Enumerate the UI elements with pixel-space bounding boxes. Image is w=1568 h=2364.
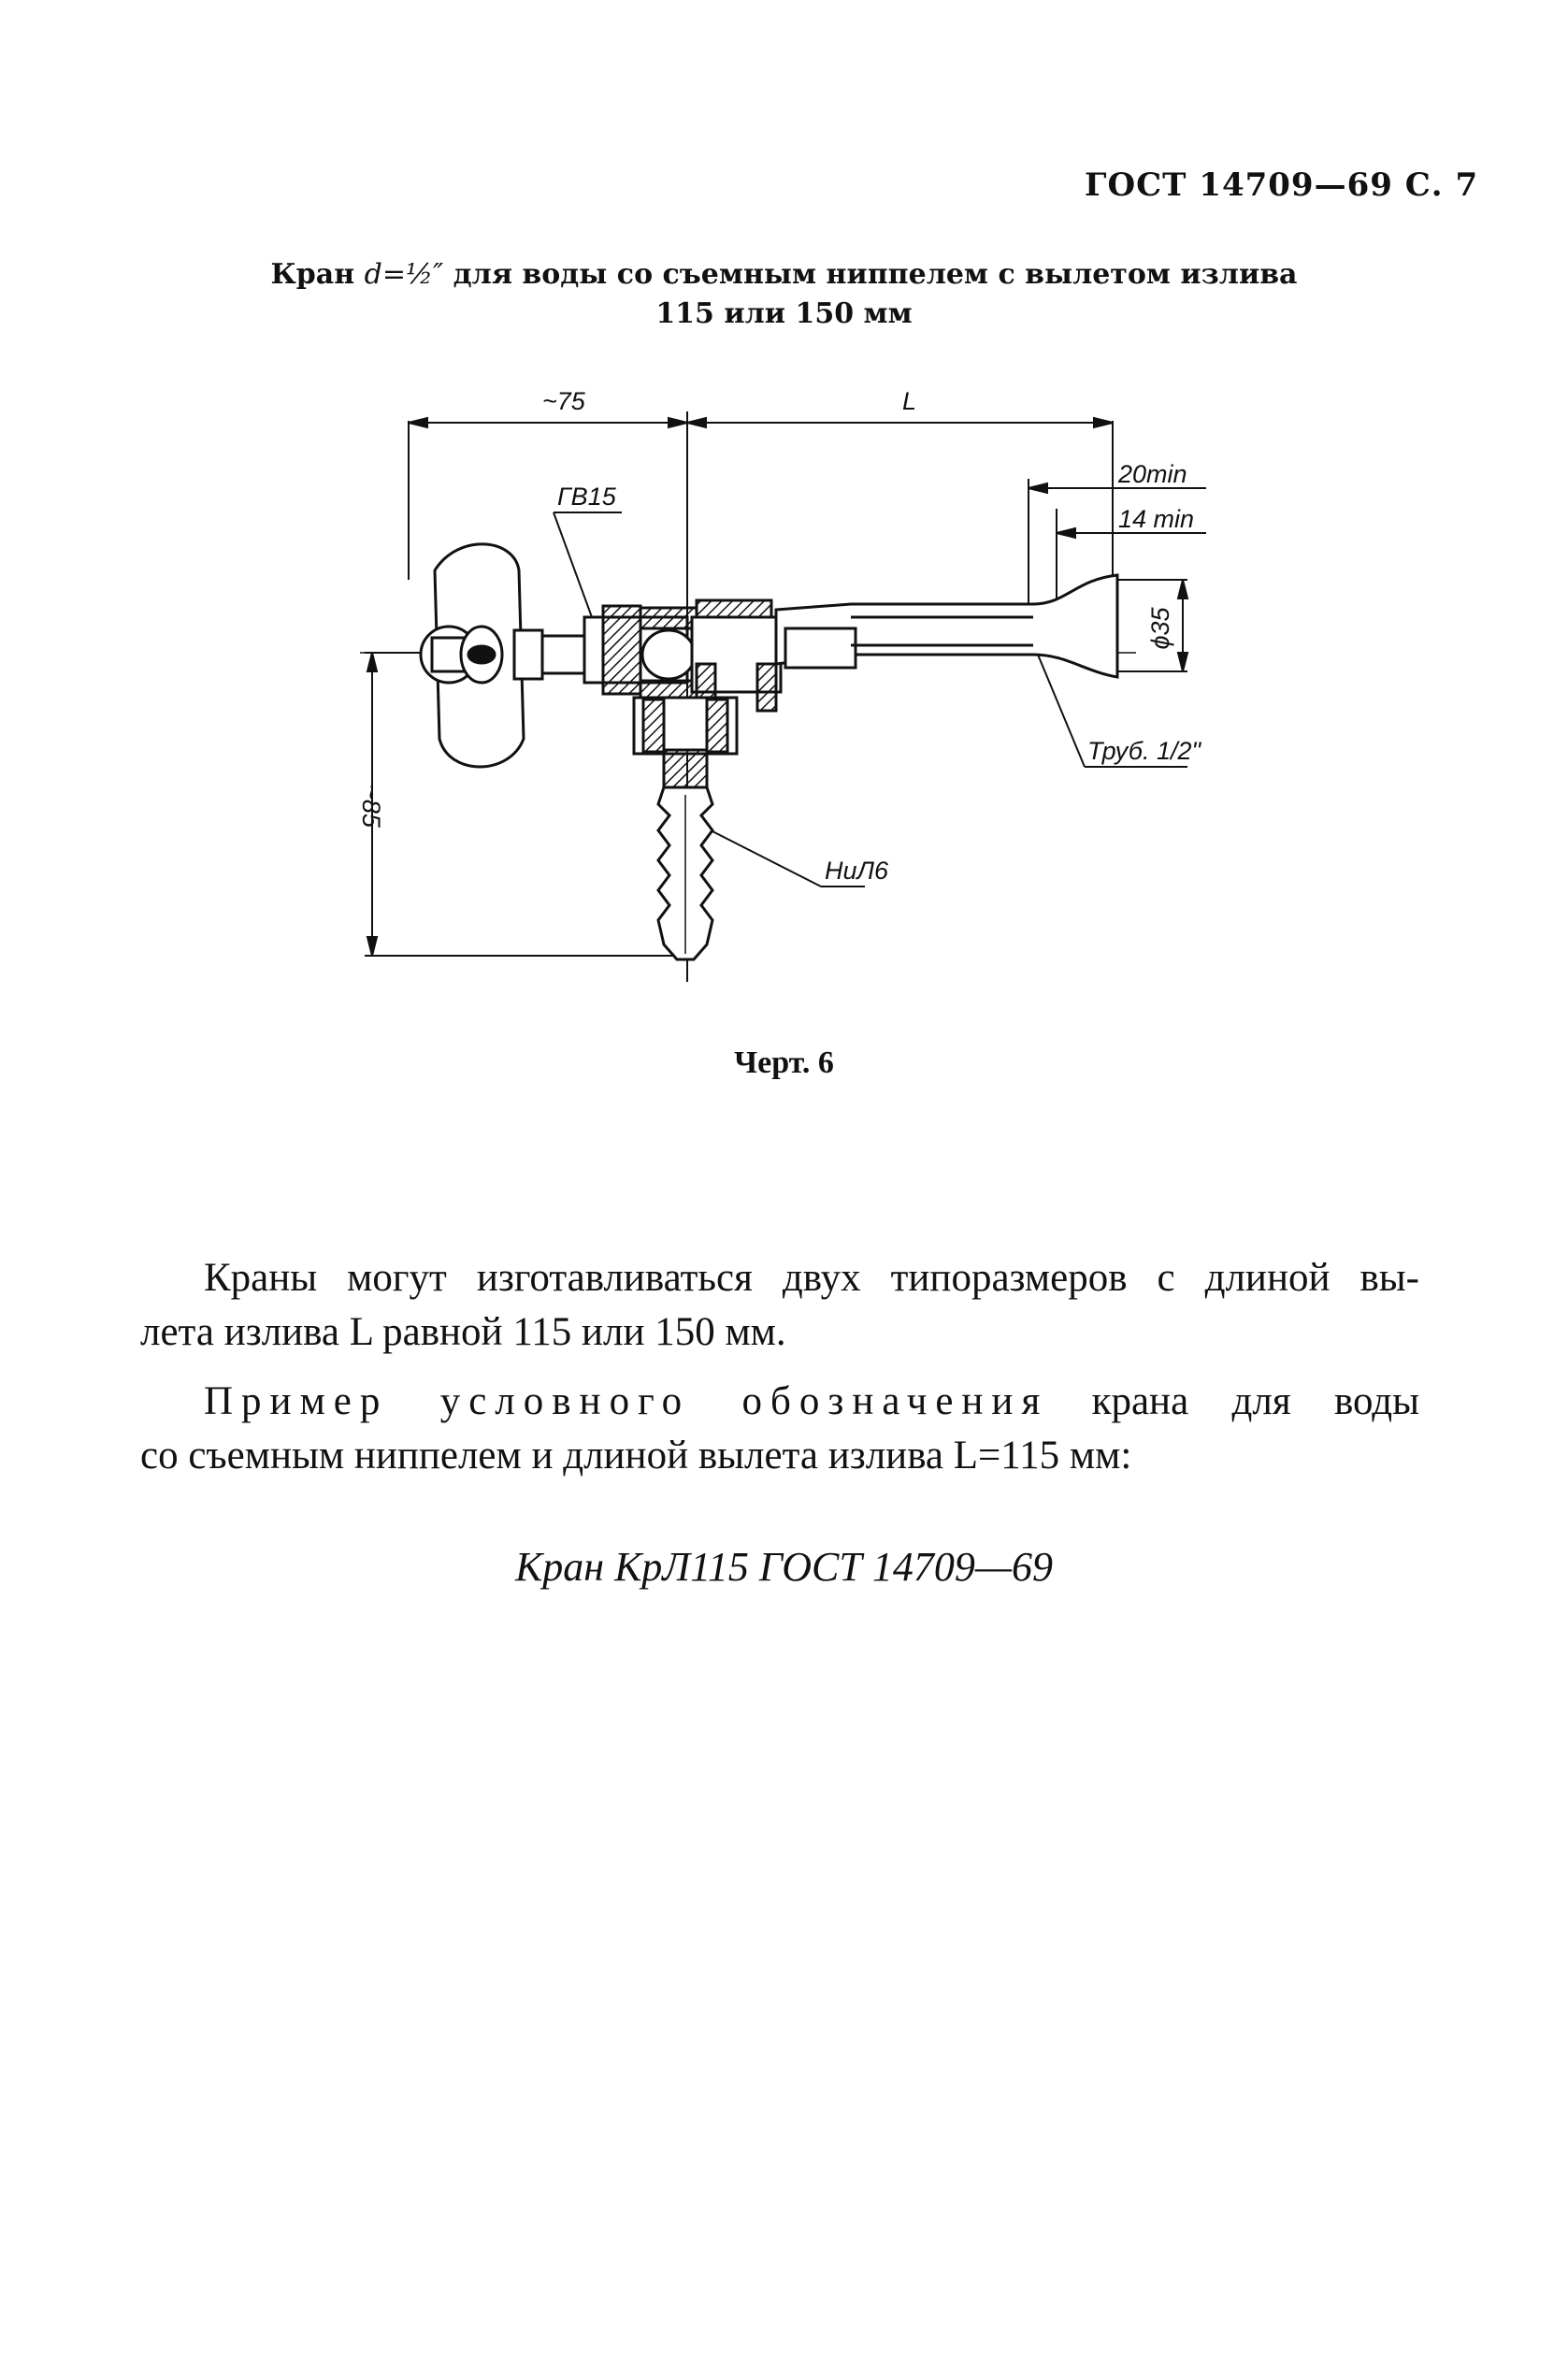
spout bbox=[776, 575, 1117, 677]
nipple bbox=[634, 698, 737, 959]
handle bbox=[421, 544, 584, 767]
dim-spout-label: L bbox=[902, 387, 917, 415]
paragraph-sizes-line2: лета излива L равной 115 или 150 мм. bbox=[140, 1310, 786, 1354]
label-nil6: НиЛ6 bbox=[825, 857, 889, 885]
paragraph-sizes bbox=[140, 1251, 1419, 1360]
dim-handle-label: ~75 bbox=[542, 387, 585, 415]
designation-example: Кран КрЛ115 ГОСТ 14709—69 bbox=[515, 1544, 1053, 1590]
page-header: ГОСТ 14709—69 С. 7 bbox=[1085, 166, 1479, 204]
paragraph-example-line1 bbox=[204, 1375, 1419, 1429]
example-line1-rest: крана для воды bbox=[1048, 1379, 1419, 1423]
label-gv15: ГВ15 bbox=[557, 483, 616, 511]
valve-drawing bbox=[346, 383, 1225, 982]
paragraph-sizes-line1: Краны могут изготавливаться двух типоразмеров с длиной вы- bbox=[204, 1256, 1419, 1300]
paragraph-example-line2: со съемным ниппелем и длиной вылета излива L=115 мм: bbox=[140, 1434, 1132, 1478]
dim-diameter-label: ϕ35 bbox=[1146, 607, 1174, 650]
dim-20min-label: 20min bbox=[1118, 460, 1187, 488]
caption-suffix: для воды со съемным ниппелем с вылетом излива bbox=[443, 258, 1298, 291]
dim-height-label: ~85 bbox=[357, 785, 385, 828]
caption-prefix: Кран bbox=[270, 258, 365, 291]
paragraph-example bbox=[140, 1375, 1419, 1483]
caption-formula: d=½″ bbox=[364, 258, 444, 291]
figure-caption-line1 bbox=[0, 258, 1568, 291]
figure-label: Черт. 6 bbox=[734, 1045, 834, 1080]
label-pipe: Труб. 1/2" bbox=[1087, 737, 1201, 765]
example-spaced-heading: Пример условного обозначения bbox=[204, 1379, 1049, 1423]
figure-caption-line2: 115 или 150 мм bbox=[655, 297, 913, 330]
valve-body bbox=[584, 600, 781, 711]
dim-14min-label: 14 min bbox=[1118, 505, 1195, 533]
